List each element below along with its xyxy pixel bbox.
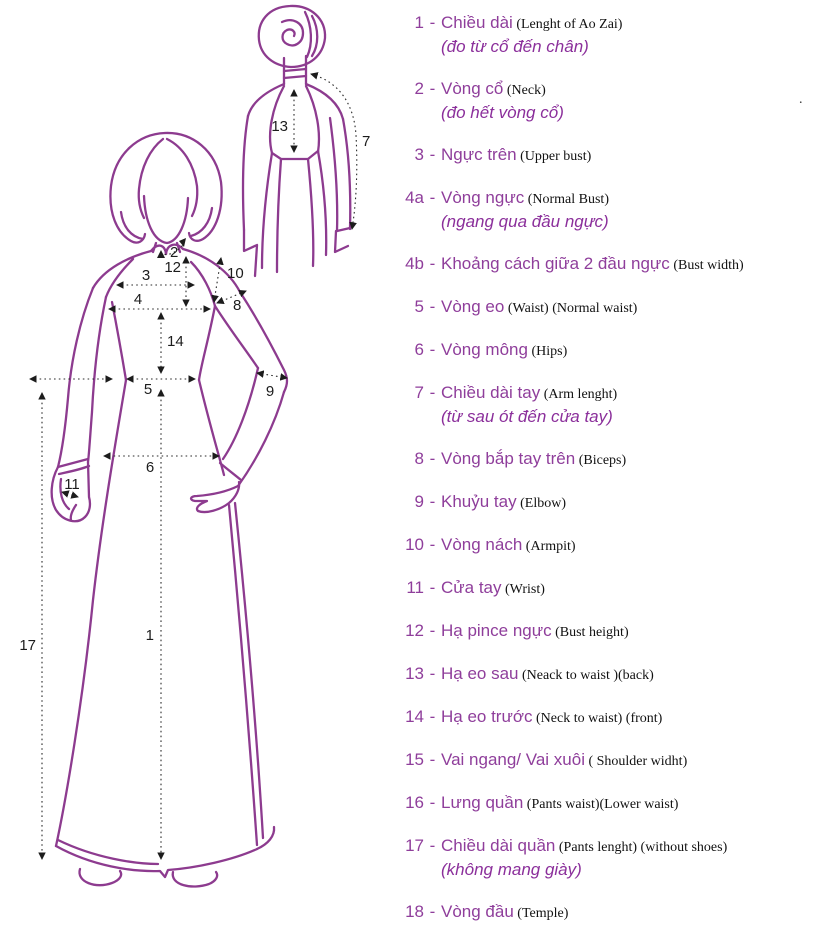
legend-item-name-en: (Neck) — [503, 83, 546, 98]
legend-item-13 — [393, 663, 833, 687]
legend-item-dash: - — [429, 297, 436, 316]
legend-item-number: 4b — [405, 254, 424, 273]
legend-item-number: 12 — [405, 621, 424, 640]
legend-item-name-vi: Lưng quần — [441, 793, 524, 812]
figure-label-13: 13 — [271, 118, 288, 135]
legend-item-body — [441, 663, 833, 687]
legend-item-name-vi: Chiều dài tay — [441, 383, 541, 402]
figure-label-4: 4 — [133, 291, 143, 308]
legend-item-name-en: (Armpit) — [522, 539, 576, 554]
legend-item-number: 17 — [405, 836, 424, 855]
legend-item-note: (ngang qua đầu ngực) — [441, 212, 609, 231]
legend-item-name-vi: Vòng bắp tay trên — [441, 449, 576, 468]
legend-item-body — [441, 706, 833, 730]
arrowhead-2a — [157, 250, 165, 258]
legend-item-9 — [393, 491, 833, 515]
legend-item-body — [441, 339, 833, 363]
legend-item-4a — [393, 187, 833, 234]
legend-item-name-en: (Temple) — [513, 906, 569, 921]
legend-item-dash: - — [429, 13, 436, 32]
legend-item-2 — [393, 78, 833, 125]
legend-item-body — [441, 448, 833, 472]
legend-item-name-en: (Upper bust) — [516, 149, 592, 164]
legend-item-name-en: (Hips) — [527, 344, 568, 359]
legend-item-dash: - — [429, 79, 436, 98]
legend-item-dash: - — [429, 621, 436, 640]
measurement-figure — [0, 0, 395, 894]
legend-item-body — [441, 187, 833, 234]
legend-item-name-en: (Biceps) — [575, 453, 627, 468]
legend-list — [393, 12, 833, 925]
legend-item-body — [441, 491, 833, 515]
figure-label-8: 8 — [233, 297, 242, 314]
legend-item-dash: - — [429, 535, 436, 554]
legend-item-number: 7 — [414, 383, 424, 402]
legend-item-name-vi: Khuỷu tay — [441, 492, 517, 511]
legend-item-number: 4a — [405, 188, 424, 207]
legend-item-note: (đo hết vòng cổ) — [441, 103, 564, 122]
legend-item-dash: - — [429, 664, 436, 683]
legend-item-15 — [393, 749, 833, 773]
legend-item-name-vi: Vòng đầu — [441, 902, 514, 921]
legend-item-dash: - — [429, 707, 436, 726]
legend-item-name-en: (Neack to waist )(back) — [518, 668, 654, 683]
legend-item-4b — [393, 253, 833, 277]
legend-item-dash: - — [429, 340, 436, 359]
legend-item-body — [441, 749, 833, 773]
legend-item-name-en: (Waist) (Normal waist) — [504, 301, 638, 316]
legend-item-note: (không mang giày) — [441, 860, 582, 879]
legend-item-5 — [393, 296, 833, 320]
figure-label-3: 3 — [141, 267, 151, 284]
legend-item-number: 8 — [414, 449, 424, 468]
legend-item-name-en: (Pants waist)(Lower waist) — [523, 797, 679, 812]
figure-label-2: 2 — [170, 244, 179, 261]
figure-label-11: 11 — [64, 476, 80, 493]
legend-item-14 — [393, 706, 833, 730]
legend-item-number: 9 — [414, 492, 424, 511]
legend-item-body — [441, 253, 833, 277]
legend-item-name-en: (Bust width) — [669, 258, 744, 273]
legend-item-dash: - — [429, 145, 436, 164]
legend-item-body — [441, 78, 833, 125]
legend-item-1 — [393, 12, 833, 59]
figure-label-5: 5 — [143, 381, 153, 398]
legend-item-name-en: (Arm lenght) — [540, 387, 618, 402]
legend-item-name-vi: Vai ngang/ Vai xuôi — [441, 750, 585, 769]
measurement-lines — [30, 74, 357, 859]
legend-item-body — [441, 792, 833, 816]
legend-item-12 — [393, 620, 833, 644]
legend-item-body — [441, 296, 833, 320]
figure-labels — [19, 118, 370, 654]
legend-item-17 — [393, 835, 833, 882]
legend-item-body — [441, 620, 833, 644]
legend-item-dash: - — [429, 902, 436, 921]
figure-label-10: 10 — [227, 265, 244, 282]
figure-label-9: 9 — [265, 383, 275, 400]
legend-item-dash: - — [429, 383, 436, 402]
legend-item-number: 3 — [414, 145, 424, 164]
legend-item-dash: - — [429, 578, 436, 597]
back-figure — [243, 6, 350, 276]
legend-item-16 — [393, 792, 833, 816]
figure-label-14: 14 — [167, 333, 184, 350]
legend-item-dash: - — [429, 449, 436, 468]
legend-item-name-vi: Hạ pince ngực — [441, 621, 552, 640]
legend-item-name-vi: Khoảng cách giữa 2 đầu ngực — [441, 254, 670, 273]
legend-item-number: 5 — [414, 297, 424, 316]
legend-item-body — [441, 144, 833, 168]
legend-item-number: 14 — [405, 707, 424, 726]
legend-item-name-en: (Neck to waist) (front) — [532, 711, 663, 726]
measure-line-9 — [257, 373, 287, 378]
figure-label-12: 12 — [164, 259, 181, 276]
legend-item-name-vi: Vòng ngực — [441, 188, 525, 207]
legend-item-number: 16 — [405, 793, 424, 812]
legend-item-dash: - — [429, 254, 436, 273]
legend-item-body — [441, 12, 833, 59]
legend-item-number: 13 — [405, 664, 424, 683]
legend-item-11 — [393, 577, 833, 601]
legend-item-number: 10 — [405, 535, 424, 554]
legend-item-number: 6 — [414, 340, 424, 359]
legend-item-name-vi: Cửa tay — [441, 578, 502, 597]
legend-item-body — [441, 577, 833, 601]
legend-item-number: 15 — [405, 750, 424, 769]
legend-item-number: 18 — [405, 902, 424, 921]
legend-item-note: (đo từ cổ đến chân) — [441, 37, 589, 56]
legend-item-dash: - — [429, 492, 436, 511]
legend-item-name-vi: Vòng eo — [441, 297, 505, 316]
legend-item-number: 2 — [414, 79, 424, 98]
legend-item-number: 1 — [414, 13, 424, 32]
legend-item-10 — [393, 534, 833, 558]
legend-item-name-en: (Wrist) — [501, 582, 545, 597]
legend-item-dash: - — [429, 188, 436, 207]
legend-item-number: 11 — [406, 578, 424, 597]
legend-item-3 — [393, 144, 833, 168]
legend-item-name-vi: Vòng nách — [441, 535, 523, 554]
legend-item-dash: - — [429, 836, 436, 855]
stray-dot: . — [799, 92, 803, 107]
legend-item-body — [441, 835, 833, 882]
legend-item-body — [441, 901, 833, 925]
figure-label-1: 1 — [145, 627, 154, 644]
legend-item-note: (từ sau ót đến cửa tay) — [441, 407, 613, 426]
legend-item-dash: - — [429, 750, 436, 769]
legend-item-name-vi: Vòng cổ — [441, 79, 504, 98]
legend-item-name-vi: Hạ eo trước — [441, 707, 533, 726]
figure-label-6: 6 — [145, 459, 155, 476]
legend-item-18 — [393, 901, 833, 925]
legend-item-body — [441, 382, 833, 429]
legend-item-name-en: (Pants lenght) (without shoes) — [555, 840, 728, 855]
legend-item-name-vi: Vòng mông — [441, 340, 528, 359]
legend-item-name-vi: Chiều dài quần — [441, 836, 556, 855]
legend-item-name-en: (Normal Bust) — [524, 192, 609, 207]
legend-item-body — [441, 534, 833, 558]
figure-label-17: 17 — [19, 637, 36, 654]
figure-label-7: 7 — [362, 133, 371, 150]
legend-item-name-vi: Ngực trên — [441, 145, 517, 164]
legend-item-name-en: (Lenght of Ao Zai) — [512, 17, 623, 32]
legend-item-8 — [393, 448, 833, 472]
legend-item-name-en: ( Shoulder widht) — [584, 754, 688, 769]
legend-item-name-vi: Chiều dài — [441, 13, 513, 32]
legend-item-7 — [393, 382, 833, 429]
legend-item-name-en: (Elbow) — [516, 496, 566, 511]
legend-item-name-en: (Bust height) — [551, 625, 629, 640]
legend-item-dash: - — [429, 793, 436, 812]
legend-item-name-vi: Hạ eo sau — [441, 664, 519, 683]
legend-item-6 — [393, 339, 833, 363]
